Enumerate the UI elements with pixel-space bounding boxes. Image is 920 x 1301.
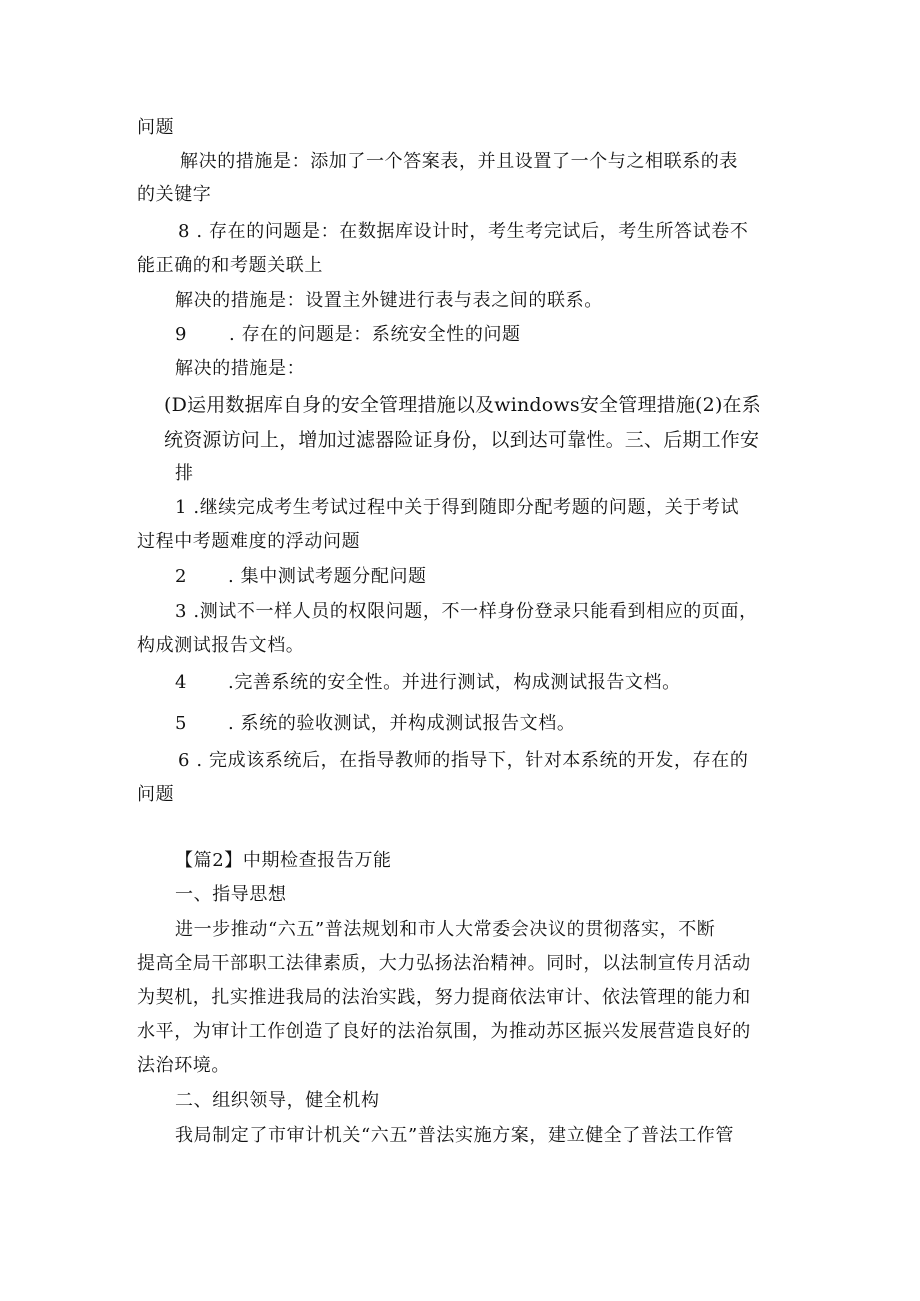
text-line: 1 .继续完成考生考试过程中关于得到随即分配考题的问题，关于考试 (175, 497, 740, 518)
list-number: 4 (175, 672, 188, 693)
text-line: 的关键字 (137, 184, 212, 205)
text-line: 8 . 存在的问题是：在数据库设计时，考生考完试后，考生所答试卷不 (178, 221, 749, 242)
text-line: . 系统的验收测试，并构成测试报告文档。 (228, 713, 576, 734)
list-number: 5 (175, 713, 188, 734)
text-line: 提高全局干部职工法律素质，大力弘扬法治精神。同时，以法制宣传月活动 (137, 953, 751, 974)
section-heading: 【篇2】中期检查报告万能 (175, 850, 392, 871)
text-line: 法治环境。 (137, 1055, 230, 1076)
text-line: (D运用数据库自身的安全管理措施以及windows安全管理措施(2)在系 (164, 394, 761, 416)
text-line: 能正确的和考题关联上 (137, 255, 323, 276)
text-line: 过程中考题难度的浮动问题 (137, 531, 361, 552)
list-number: 9 (175, 324, 188, 345)
text-line: .完善系统的安全性。并进行测试，构成测试报告文档。 (228, 672, 681, 693)
text-line: 统资源访问上，增加过滤器险证身份，以到达可靠性。三、后期工作安 (164, 429, 760, 451)
text-line: 3 .测试不一样人员的权限问题，不一样身份登录只能看到相应的页面， (175, 601, 758, 622)
text-line: . 存在的问题是：系统安全性的问题 (229, 324, 521, 345)
text-line: 我局制定了市审计机关“六五”普法实施方案，建立健全了普法工作管 (175, 1125, 735, 1146)
list-number: 2 (175, 566, 188, 587)
text-line: 排 (175, 463, 194, 484)
text-line: 构成测试报告文档。 (137, 635, 305, 656)
text-line: 解决的措施是：添加了一个答案表，并且设置了一个与之相联系的表 (180, 151, 738, 172)
text-line: 问题 (137, 784, 175, 805)
text-line: 解决的措施是： (175, 358, 306, 379)
text-line: 进一步推动“六五”普法规划和市人大常委会决议的贯彻落实，不断 (175, 919, 716, 940)
subheading: 二、组织领导，健全机构 (175, 1090, 380, 1111)
text-line: 解决的措施是：设置主外键进行表与表之间的联系。 (175, 290, 603, 311)
subheading: 一、指导思想 (175, 884, 287, 905)
text-line: 为契机，扎实推进我局的法治实践，努力提商依法审计、依法管理的能力和 (137, 987, 751, 1008)
text-line: 问题 (137, 117, 175, 138)
text-line: . 集中测试考题分配问题 (228, 566, 427, 587)
text-line: 水平，为审计工作创造了良好的法治氛围，为推动苏区振兴发展营造良好的 (137, 1021, 751, 1042)
text-line: 6 . 完成该系统后，在指导教师的指导下，针对本系统的开发，存在的 (178, 750, 749, 771)
